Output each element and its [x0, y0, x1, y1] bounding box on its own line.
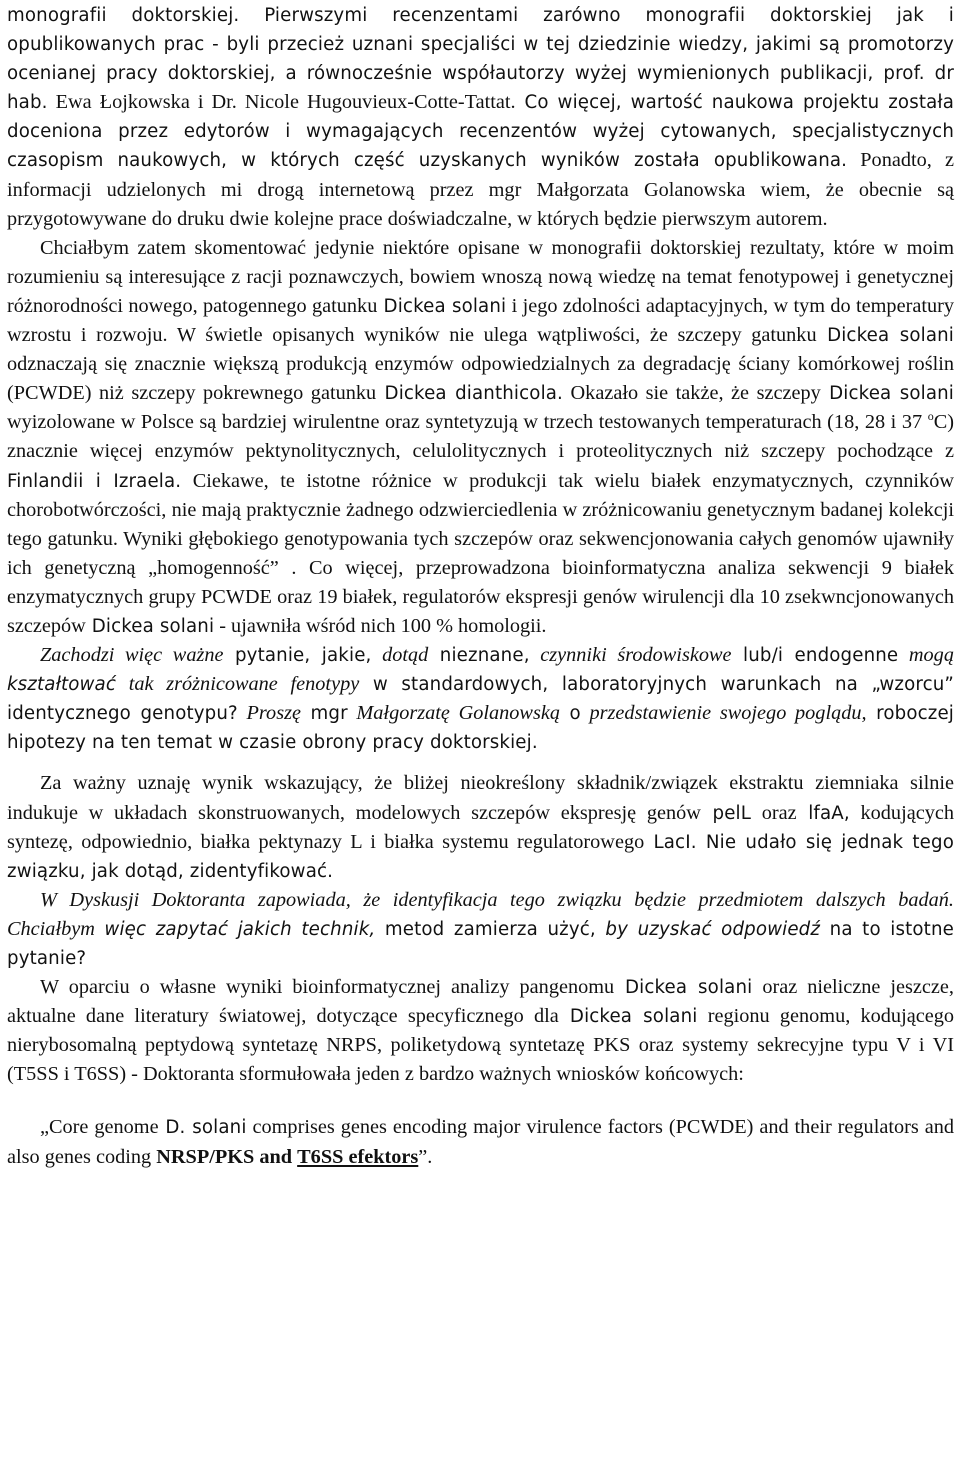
text: „Core genome — [40, 1116, 159, 1139]
species-name: D. solani — [158, 1117, 247, 1139]
text: Nie udało się jednak tego związku, jak dotąd, zidentyfikować. — [7, 831, 954, 882]
text: kodujących syntezę, odpowiednio, białka pektynazy L i białka systemu regulatorowego — [7, 801, 954, 853]
species-name: Dickea solani — [820, 383, 954, 405]
gene-name: LacI. — [644, 831, 697, 853]
text: Finlandii i Izraela. — [7, 470, 182, 492]
bold-text: NRSP/PKS and — [156, 1145, 293, 1168]
text: oraz nieliczne jeszcze, aktualne dane literatury światowej, dotyczące specyficznego dla — [7, 976, 954, 1028]
gene-name: lfaA, — [796, 802, 850, 824]
text: czynniki środowiskowe — [529, 644, 732, 667]
text: mogą — [898, 644, 954, 667]
text: odznaczają się znacznie większą produkcją enzymów odpowiedzialnych za degradację ściany komórkowej roślin (PCWDE) niż szczepy pokrewnego gatunku — [7, 353, 954, 405]
text: W Dyskusji Doktoranta zapowiada, że identyfikacja tego związku będzie przedmiotem dalszych badań. Chciałbym — [7, 888, 954, 940]
text: Co więcej, wartość naukowa projektu została doceniona przez edytorów i wymagających recenzentów wyżej cytowanych, specjalistycznych czasopism naukowych, w których część uzyskanych wyników została opublikowana. — [7, 92, 955, 172]
text: ”. — [418, 1145, 433, 1168]
text: roboczej hipotezy na ten temat — [7, 703, 954, 754]
paragraph-1 — [7, 1, 954, 234]
degree-superscript: o — [927, 409, 934, 424]
text: pytanie, jakie, — [223, 645, 372, 667]
text: Ciekawe, te istotne różnice w produkcji tak wielu białek enzymatycznych, czynników chorobotwórczości, nie mają praktycznie żadnego odzwierciedlenia w zróżnicowaniu genetycznym badanej kolekcji tego gatunku. Wyniki głębokiego genotypowania tych szczepów oraz sekwencjonowania całych genomów ujawniły ich genetyczną „homogenność” . Co więcej, przeprowadzona bioinformatyczna analiza sekwencji 9 białek enzymatycznych grupy PCWDE oraz 19 białek, regulatorów ekspresji genów wirulencji dla 10 zsekwncjonowanych szczepów — [7, 469, 954, 637]
text: W oparciu o własne wyniki bioinformatycznej analizy pangenomu — [40, 976, 615, 999]
text: monografii doktorskiej. Pierwszymi recenzentami zarówno monografii doktorskiej jak i opublikowanych prac - byli przecież uznani specjaliści w tej dziedzinie wiedzy, jakimi są promotorzy ocenianej pracy doktorskiej, a równocześnie współautorzy wyżej wymienionych publikacji, prof. dr hab. — [7, 5, 954, 114]
text: by uzyskać odpowiedź — [595, 918, 821, 940]
text: Małgorzatę Golanowską — [347, 702, 560, 725]
text: metod zamierza użyć, — [375, 918, 596, 940]
text: o — [560, 703, 581, 725]
text: tak zróżnicowane fenotypy — [115, 673, 360, 696]
text: Chciałbym zatem skomentować jedynie niektóre opisane w monografii doktorskiej rezultaty, które w moim rozumieniu są interesujące z racji poznawczych, bowiem wnoszą nową wiedzę na temat fenotypowej i genetycznej różnorodności nowego, patogennego gatunku — [7, 236, 954, 317]
text: comprises genes encoding major virulence factors (PCWDE) and their regulators and also genes coding — [7, 1116, 954, 1168]
gene-name: pelL — [700, 802, 752, 824]
text: przedstawienie swojego poglądu, — [580, 702, 867, 725]
text: w czasie obrony pracy doktorskiej. — [212, 732, 538, 754]
text: dotąd — [371, 644, 429, 667]
species-name: Dickea solani — [614, 977, 753, 999]
paragraph-3 — [7, 641, 954, 757]
paragraph-4 — [7, 769, 954, 885]
text: Proszę — [237, 702, 301, 725]
text: więc zapytać jakich technik, — [94, 918, 376, 940]
species-name: Dickea dianthicola. — [376, 383, 563, 405]
text: wyizolowane w Polsce są bardziej wirulentne oraz syntetyzują w trzech testowanych temperaturach (18, 28 i 37 — [7, 411, 928, 434]
text: w standardowych, laboratoryjnych warunkach na „wzorcu” identycznego genotypu? — [7, 674, 954, 725]
species-name: Dickea solani — [558, 1006, 698, 1028]
text: Ewa Łojkowska i Dr. Nicole Hugouvieux-Cotte-Tattat. — [47, 91, 516, 114]
species-name: Dickea solani — [816, 325, 954, 347]
text: - ujawniła wśród nich 100 % homologii. — [214, 614, 547, 637]
paragraph-2 — [7, 234, 954, 641]
text: Ponadto, z informacji udzielonych mi drogą internetową przez mgr Małgorzata Golanowska wiem, że obecnie są przygotowywane do druku dwie kolejne prace doświadczalne, w których będzie pierwszym autorem. — [7, 149, 954, 230]
text: i jego zdolności adaptacyjnych, w tym do temperatury wzrostu i rozwoju. W świetle opisanych wyników nie ulega wątpliwości, że szczepy gatunku — [7, 294, 954, 347]
text: mgr — [300, 703, 348, 725]
text: kształtować — [7, 674, 116, 696]
quote-conclusion — [7, 1113, 954, 1171]
paragraph-6 — [7, 973, 954, 1089]
text: Zachodzi więc ważne — [40, 644, 224, 667]
text: na to istotne pytanie? — [7, 918, 954, 969]
text: lub/i endogenne — [731, 645, 899, 667]
species-name: Dickea solani — [377, 295, 507, 317]
text: oraz — [751, 801, 797, 824]
text: Za ważny uznaję wynik wskazujący, że bliżej nieokreślony składnik/związek ekstraktu ziemniaka silnie indukuje w układach skonstruowanych, modelowych szczepów ekspresję genów — [7, 772, 954, 824]
text: regionu genomu, kodującego nierybosomalną peptydową syntetazę NRPS, poliketydową syntetazę PKS oraz systemy sekrecyjne typu V i VI (T5SS i T6SS) - Doktoranta sformułowała jeden z bardzo ważnych wniosków końcowych: — [7, 1005, 954, 1086]
text: Okazało sie także, że szczepy — [563, 382, 821, 405]
bold-underlined-text: T6SS efektors — [297, 1145, 419, 1168]
text: nieznane, — [428, 645, 530, 667]
text: C) znacznie więcej enzymów pektynolitycznych, celulolitycznych i proteolitycznych niż szczepy pochodzące z — [7, 411, 954, 463]
species-name: Dickea solani — [85, 615, 215, 637]
paragraph-5 — [7, 886, 954, 973]
